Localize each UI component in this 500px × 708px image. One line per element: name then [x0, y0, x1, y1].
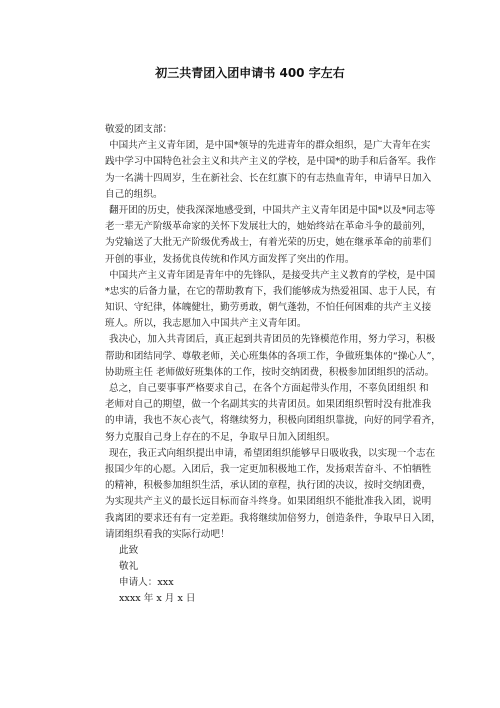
text-line: 请团组织看我的实际行动吧！ — [105, 528, 230, 540]
text-line: 中国共产主义青年团，是中国*领导的先进青年的群众组织，是广大青年在实 — [109, 140, 431, 152]
text-line: 翻开团的历史，使我深深地感受到，中国共产主义青年团是中国*以及*同志等 — [109, 204, 436, 216]
text-line: *忠实的后备力量，在它的帮助教育下，我们能够成为热爱祖国、忠于人民，有 — [105, 285, 436, 297]
text-line: 我决心，加入共青团后，真正起到共青团员的先锋模范作用，努力学习，积极 — [109, 334, 436, 346]
text-line: 敬爱的团支部： — [105, 124, 173, 135]
text-line: 敬礼 — [119, 561, 139, 573]
text-line: 帮助和团结同学、尊敬老师，关心班集体的各项工作，争做班集体的“操心人”， — [105, 350, 441, 362]
text-line: 开创的事业，发扬优良传统和作风方面发挥了突出的作用。 — [105, 253, 355, 265]
text-line: 为一名满十四周岁，生在新社会、长在红旗下的有志热血青年，申请早日加入 — [105, 172, 432, 184]
text-line: 协助班主任 老师做好班集体的工作，按时交纳团费，积极参加团组织的活动。 — [105, 366, 435, 378]
text-line: 努力克服自己身上存在的不足，争取早日加入团组织。 — [105, 431, 336, 443]
text-line: 自己的组织。 — [105, 188, 163, 200]
document-title: 初三共青团入团申请书 400 字左右 — [155, 66, 345, 80]
text-line: 班人。所以，我志愿加入中国共产主义青年团。 — [105, 318, 307, 330]
text-line: 践中学习中国特色社会主义和共产主义的学校，是中国*的助手和后备军。我作 — [105, 156, 436, 168]
text-line: 为实现共产主义的最长远目标而奋斗终身。如果团组织不能批准我入团，说明 — [105, 496, 432, 508]
text-line: 中国共产主义青年团是青年中的先锋队，是接受共产主义教育的学校，是中国 — [109, 269, 436, 281]
text-line: 为党输送了大批无产阶级优秀战士，有着光荣的历史，她在继承革命的前辈们 — [105, 237, 432, 249]
text-line: 我离团的要求还有有一定差距。我将继续加倍努力，创造条件，争取早日入团， — [105, 512, 441, 524]
text-line: 老一辈无产阶级革命家的关怀下发展壮大的，她始终站在革命斗争的最前列， — [105, 221, 432, 233]
text-line: 老师对自己的期望，做一个名副其实的共青团员。如果团组织暂时没有批准我 — [105, 399, 432, 411]
text-line: 的精神，积极参加组织生活，承认团的章程，执行团的决议，按时交纳团费， — [105, 480, 432, 492]
text-line: xxxx 年 x 月 x 日 — [119, 593, 196, 605]
text-line: 此致 — [119, 544, 139, 556]
text-line: 的申请，我也不灰心丧气，将继续努力，积极向团组织靠拢，向好的同学看齐， — [105, 415, 441, 427]
text-line: 总之，自己要事事严格要求自己，在各个方面起带头作用，不辜负团组织 和 — [109, 383, 429, 394]
text-line: 申请人：xxx — [119, 577, 174, 589]
document-body — [105, 122, 441, 608]
text-line: 现在，我正式向组织提出申请，希望团组织能够早日吸收我，以实现一个志在 — [109, 447, 436, 459]
text-line: 知识、守纪律，体魄健壮，勤劳勇敢，朝气蓬勃，不怕任何困难的共产主义接 — [105, 302, 432, 314]
text-line: 报国少年的心愿。入团后，我一定更加积极地工作，发扬艰苦奋斗、不怕牺牲 — [105, 463, 432, 475]
